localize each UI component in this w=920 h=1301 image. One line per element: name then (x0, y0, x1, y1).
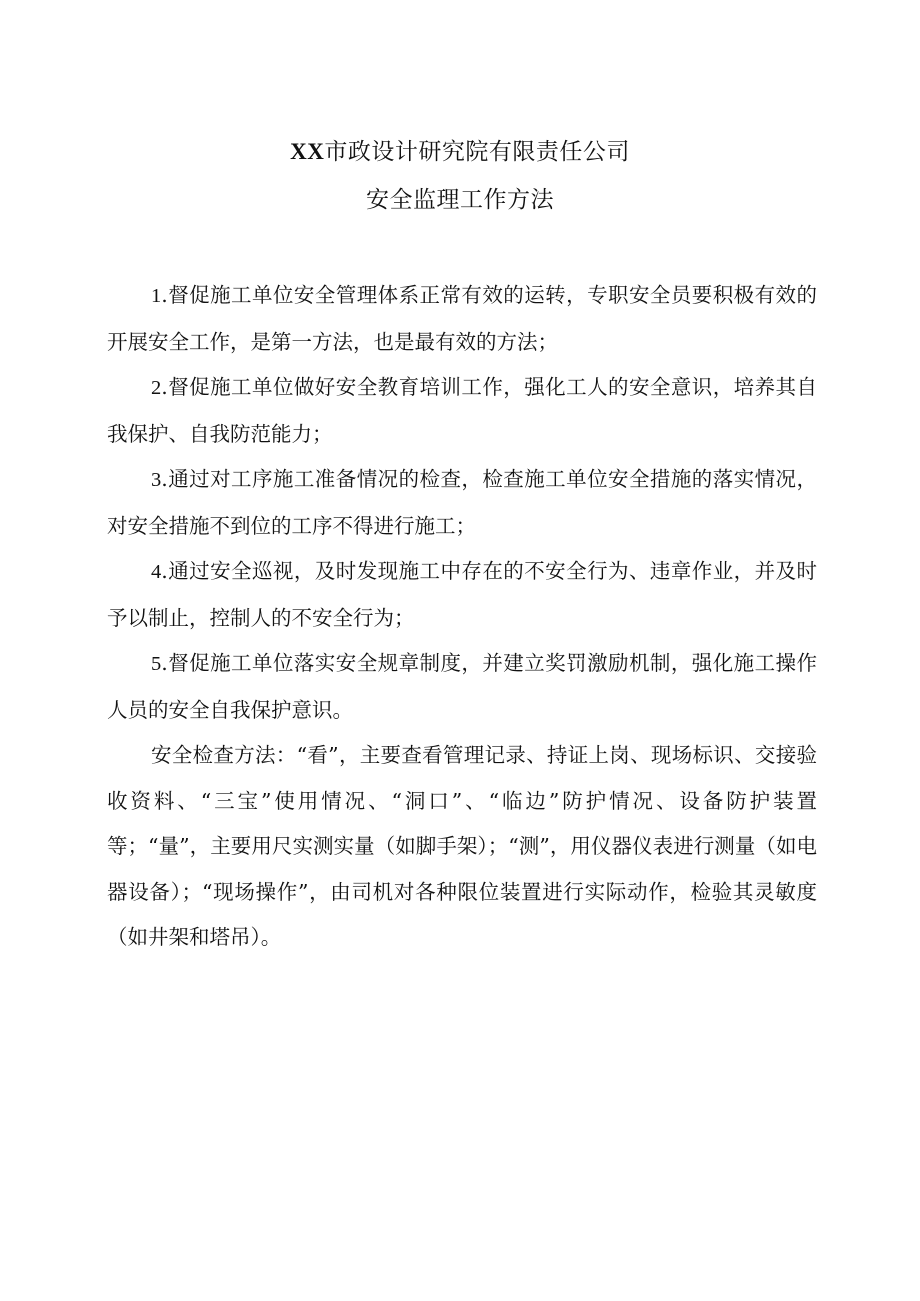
list-item (107, 641, 817, 733)
document-body (107, 273, 817, 961)
item-number: 1 (151, 285, 162, 307)
item-text: .督促施工单位安全管理体系正常有效的运转，专职安全员要积极有效的开展安全工作，是第一方法，也是最有效的方法； (107, 283, 817, 354)
title-prefix: XX (290, 139, 325, 164)
title-company-name: 市政设计研究院有限责任公司 (324, 139, 630, 165)
item-number: 5 (151, 653, 162, 675)
list-item (107, 549, 817, 641)
item-number: 4 (151, 561, 162, 583)
list-item (107, 457, 817, 549)
list-item (107, 365, 817, 457)
list-item (107, 273, 817, 365)
company-name-title (0, 128, 920, 176)
document-subtitle: 安全监理工作方法 (366, 187, 554, 213)
item-number: 3 (151, 469, 162, 491)
inspection-methods-paragraph: 安全检查方法：“看”，主要查看管理记录、持证上岗、现场标识、交接验收资料、“三宝”使用情况、“洞口”、“临边”防护情况、设备防护装置等；“量”，主要用尺实测实量（如脚手架）；“测”，用仪器仪表进行测量（如电器设备）；“现场操作”，由司机对各种限位装置进行实际动作，检验其灵敏度（如井架和塔吊）。 (107, 743, 817, 949)
item-number: 2 (151, 377, 162, 399)
item-text: .督促施工单位做好安全教育培训工作，强化工人的安全意识，培养其自我保护、自我防范能力； (107, 375, 817, 446)
document-header (0, 128, 920, 224)
item-text: .通过安全巡视，及时发现施工中存在的不安全行为、违章作业，并及时予以制止，控制人的不安全行为； (107, 559, 817, 630)
item-text: .督促施工单位落实安全规章制度，并建立奖罚激励机制，强化施工操作人员的安全自我保护意识。 (107, 651, 817, 722)
item-text: .通过对工序施工准备情况的检查，检查施工单位安全措施的落实情况，对安全措施不到位的工序不得进行施工； (107, 467, 817, 538)
